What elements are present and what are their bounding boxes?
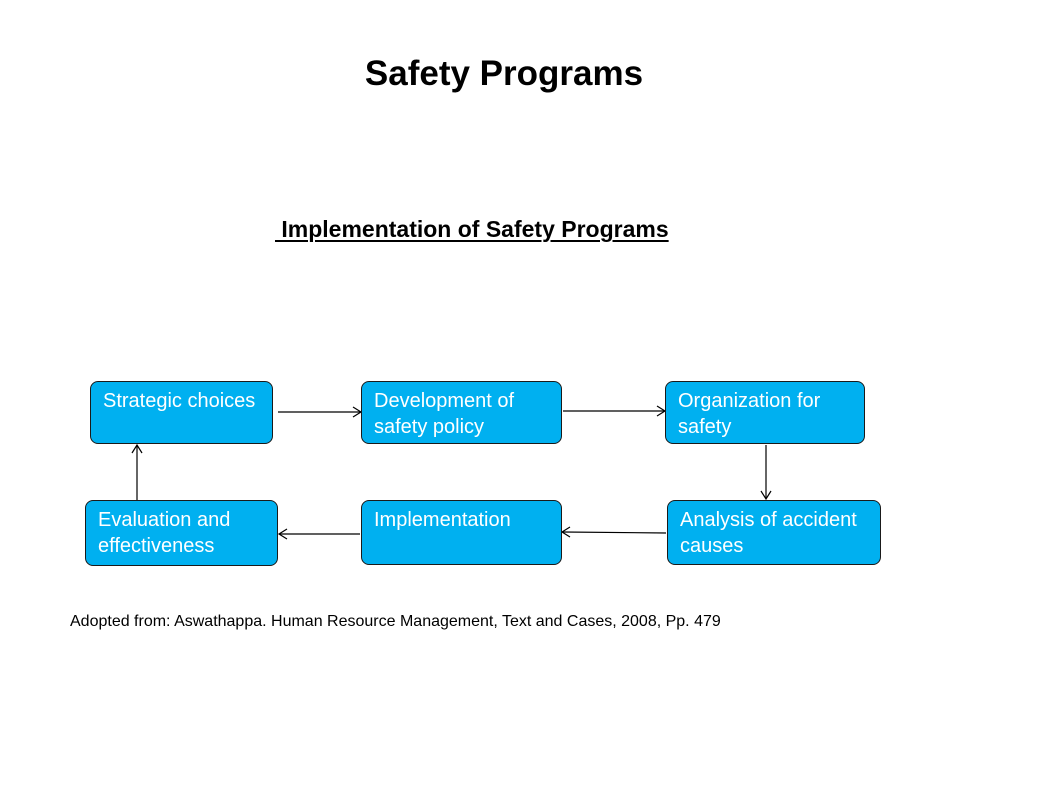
arrow-analysis-to-implementation: [562, 527, 666, 537]
arrow-implementation-to-evaluation: [279, 529, 360, 539]
box-development-of-safety-policy-label: Development of safety policy: [374, 390, 515, 438]
source-caption: Adopted from: Aswathappa. Human Resource Management, Text and Cases, 2008, Pp. 479: [70, 613, 721, 630]
box-analysis-of-accident-causes: [667, 500, 881, 565]
box-analysis-of-accident-causes-label: Analysis of accident causes: [680, 509, 857, 557]
box-organization-for-safety: [665, 381, 865, 444]
box-organization-for-safety-label: Organization for safety: [678, 390, 821, 438]
slide-title: Safety Programs: [364, 54, 644, 93]
diagram-subtitle: Implementation of Safety Programs: [275, 216, 669, 242]
arrow-organization-to-analysis: [761, 445, 771, 499]
arrow-policy-to-organization: [563, 406, 665, 416]
arrow-strategic-to-policy: [278, 407, 361, 417]
box-strategic-choices-label: Strategic choices: [103, 390, 256, 412]
box-evaluation-and-effectiveness: [85, 500, 278, 566]
box-implementation: [361, 500, 562, 565]
box-development-of-safety-policy: [361, 381, 562, 444]
arrow-evaluation-to-strategic: [132, 445, 142, 500]
box-implementation-label: Implementation: [374, 509, 511, 531]
box-strategic-choices: [90, 381, 273, 444]
box-evaluation-and-effectiveness-label: Evaluation and effectiveness: [98, 509, 231, 557]
